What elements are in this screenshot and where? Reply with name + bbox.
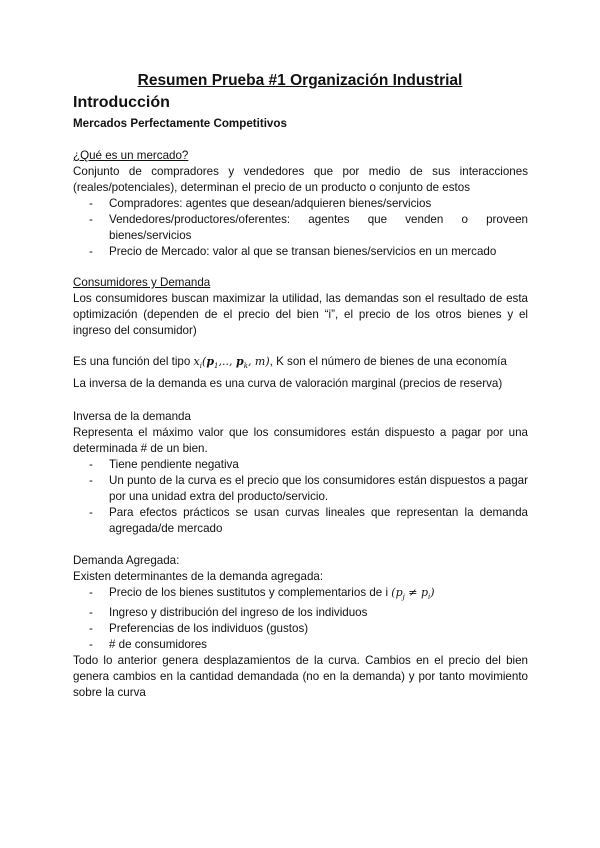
list-item: - Preferencias de los individuos (gustos)	[73, 621, 528, 637]
market-list	[73, 196, 528, 260]
demand-function-line	[73, 354, 528, 374]
section-heading: Introducción	[73, 94, 170, 111]
demand-heading: Consumidores y Demanda	[73, 276, 211, 289]
demand-function-math: $x_i(p_1$,.., $p_k$, m)	[193, 355, 270, 370]
aggregate-closing: Todo lo anterior genera desplazamientos de la curva. Cambios en el precio del bien genera cambios en la cantidad demandada (no en la demanda) y por tanto movimiento sobre la curva	[73, 654, 528, 699]
subsection-heading: Mercados Perfectamente Competitivos	[73, 117, 287, 130]
market-section	[73, 148, 528, 260]
inverse-section	[73, 409, 528, 537]
list-item: - Tiene pendiente negativa	[73, 457, 528, 473]
document-title: Resumen Prueba #1 Organización Industrial	[137, 72, 463, 89]
aggregate-heading: Demanda Agregada:	[73, 554, 180, 567]
market-intro: Conjunto de compradores y vendedores que por medio de sus interacciones (reales/potenciales), determinan el precio de un producto o conjunto de estos	[73, 165, 528, 194]
list-item: - Precio de Mercado: valor al que se transan bienes/servicios en un mercado	[73, 244, 528, 260]
list-item: - Compradores: agentes que desean/adquieren bienes/servicios	[73, 196, 528, 212]
inverse-heading: Inversa de la demanda	[73, 410, 191, 423]
inverse-note: La inversa de la demanda es una curva de valoración marginal (precios de reserva)	[73, 377, 503, 390]
inverse-intro: Representa el máximo valor que los consumidores están dispuesto a pagar por una determinada # de un bien.	[73, 426, 528, 455]
market-heading: ¿Qué es un mercado?	[73, 149, 189, 162]
aggregate-list	[73, 585, 528, 653]
function-prefix: Es una función del tipo	[73, 355, 191, 368]
list-item: - Para efectos prácticos se usan curvas lineales que representan la demanda agregada/de mercado	[73, 505, 528, 537]
list-item: - Ingreso y distribución del ingreso de los individuos	[73, 605, 528, 621]
list-item: - # de consumidores	[73, 637, 528, 653]
substitute-math: $(p_j \ne p_i)$	[391, 586, 435, 601]
inverse-list	[73, 457, 528, 537]
demand-section	[73, 275, 528, 339]
demand-intro: Los consumidores buscan maximizar la utilidad, las demandas son el resultado de esta optimización (dependen de el precio del bien “i”, el precio de los otros bienes y el ingreso del consumidor)	[73, 292, 528, 337]
aggregate-section	[73, 553, 528, 701]
list-item: - Precio de los bienes sustitutos y complementarios de i $(p_j \ne p_i)$	[73, 585, 528, 605]
list-item: - Un punto de la curva es el precio que los consumidores están dispuestos a pagar por una unidad extra del producto/servicio.	[73, 473, 528, 505]
aggregate-intro: Existen determinantes de la demanda agregada:	[73, 570, 324, 583]
function-suffix: , K son el número de bienes de una economía	[269, 355, 507, 368]
list-item: - Vendedores/productores/oferentes: agentes que venden o proveen bienes/servicios	[73, 212, 528, 244]
